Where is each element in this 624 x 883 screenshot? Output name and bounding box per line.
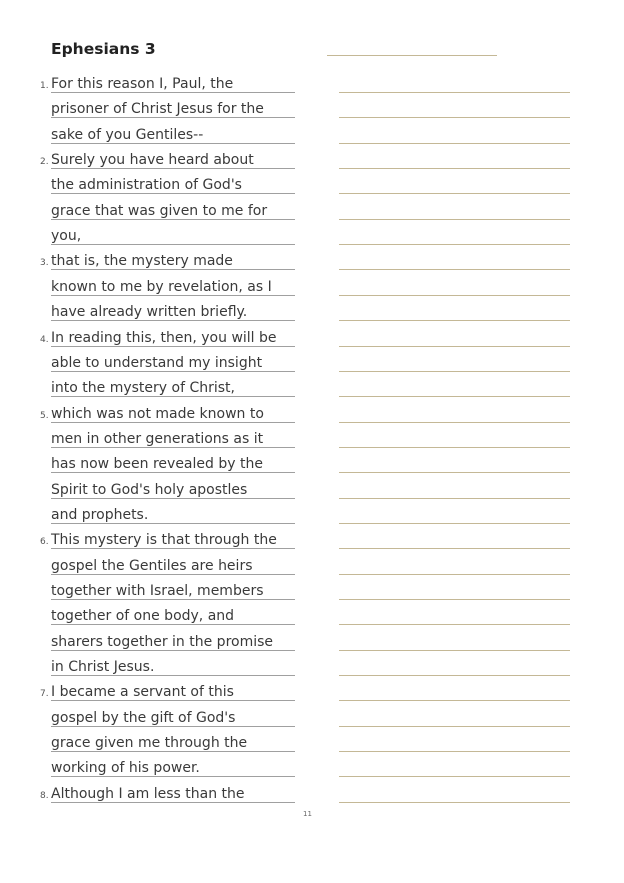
verse-text-line: known to me by revelation, as I	[51, 278, 272, 295]
verse-text-line: that is, the mystery made	[51, 253, 233, 270]
writing-line[interactable]	[339, 396, 570, 397]
verse-underline	[51, 650, 295, 651]
verse-number: 7.	[40, 689, 49, 700]
writing-line[interactable]	[339, 269, 570, 270]
writing-line[interactable]	[339, 295, 570, 296]
verse-underline	[51, 117, 295, 118]
verse-text-line: gospel by the gift of God's	[51, 709, 236, 726]
verse-underline	[51, 548, 295, 549]
verse-text-line: working of his power.	[51, 760, 200, 777]
writing-line[interactable]	[339, 143, 570, 144]
writing-line[interactable]	[339, 92, 570, 93]
writing-line[interactable]	[339, 675, 570, 676]
verse-underline	[51, 700, 295, 701]
writing-line[interactable]	[339, 574, 570, 575]
verse-underline	[51, 675, 295, 676]
verse-text-line: has now been revealed by the	[51, 456, 263, 473]
writing-line[interactable]	[339, 447, 570, 448]
verse-underline	[51, 219, 295, 220]
verse-underline	[51, 269, 295, 270]
verse-underline	[51, 244, 295, 245]
writing-line[interactable]	[339, 726, 570, 727]
verse-underline	[51, 447, 295, 448]
writing-line[interactable]	[339, 219, 570, 220]
verse-text-line: sake of you Gentiles--	[51, 126, 204, 143]
writing-line[interactable]	[339, 548, 570, 549]
verse-underline	[51, 396, 295, 397]
verse-text-line: Although I am less than the	[51, 785, 245, 802]
verse-text-line: which was not made known to	[51, 405, 264, 422]
verse-underline	[51, 751, 295, 752]
writing-line[interactable]	[339, 776, 570, 777]
writing-line[interactable]	[339, 320, 570, 321]
writing-line[interactable]	[339, 346, 570, 347]
verse-underline	[51, 523, 295, 524]
verse-text-line: grace given me through the	[51, 735, 248, 752]
writing-line[interactable]	[339, 624, 570, 625]
verse-underline	[51, 371, 295, 372]
verse-number: 5.	[40, 410, 49, 421]
verse-text-line: into the mystery of Christ,	[51, 380, 235, 397]
writing-line[interactable]	[339, 472, 570, 473]
verse-text-line: in Christ Jesus.	[51, 659, 155, 676]
writing-line[interactable]	[339, 371, 570, 372]
verse-text-line: This mystery is that through the	[51, 532, 277, 549]
verse-text-line: and prophets.	[51, 506, 149, 523]
verse-number: 8.	[40, 790, 49, 801]
writing-line[interactable]	[339, 193, 570, 194]
verse-underline	[51, 498, 295, 499]
verse-text-line: grace that was given to me for	[51, 202, 268, 219]
page-number: 11	[303, 810, 312, 818]
writing-line[interactable]	[339, 802, 570, 803]
writing-line[interactable]	[339, 650, 570, 651]
verse-text-line: the administration of God's	[51, 177, 242, 194]
verse-underline	[51, 295, 295, 296]
verse-text-line: prisoner of Christ Jesus for the	[51, 101, 264, 118]
verse-text-line: able to understand my insight	[51, 354, 263, 371]
verse-text-line: have already written briefly.	[51, 304, 248, 321]
writing-line[interactable]	[339, 523, 570, 524]
verse-text-line: men in other generations as it	[51, 430, 264, 447]
writing-line[interactable]	[339, 244, 570, 245]
verse-underline	[51, 320, 295, 321]
verse-underline	[51, 168, 295, 169]
verse-number: 1.	[40, 81, 49, 91]
verse-text-line: together of one body, and	[51, 608, 235, 625]
title-writing-line	[327, 55, 497, 56]
verse-underline	[51, 802, 295, 803]
verse-underline	[51, 599, 295, 600]
verse-text-line: together with Israel, members	[51, 583, 264, 599]
verse-underline	[51, 193, 295, 194]
verse-number: 6.	[40, 537, 49, 548]
verse-number: 3.	[40, 258, 49, 269]
writing-line[interactable]	[339, 168, 570, 169]
verse-text-line: Surely you have heard about	[51, 152, 254, 169]
verse-number: 4.	[40, 334, 49, 345]
verse-text-line: In reading this, then, you will be	[51, 329, 277, 346]
verse-underline	[51, 624, 295, 625]
verse-text-line: sharers together in the promise	[51, 633, 274, 650]
page-title: Ephesians 3	[51, 40, 156, 58]
verse-underline	[51, 776, 295, 777]
writing-line[interactable]	[339, 751, 570, 752]
writing-line[interactable]	[339, 599, 570, 600]
verse-underline	[51, 726, 295, 727]
verse-text-line: For this reason I, Paul, the	[51, 76, 234, 92]
verse-text-line: I became a servant of this	[51, 684, 234, 701]
writing-line[interactable]	[339, 498, 570, 499]
verse-underline	[51, 574, 295, 575]
verse-underline	[51, 346, 295, 347]
verse-underline	[51, 472, 295, 473]
writing-line[interactable]	[339, 422, 570, 423]
verse-text-line: Spirit to God's holy apostles	[51, 481, 248, 498]
verse-text-line: gospel the Gentiles are heirs	[51, 557, 253, 574]
writing-line[interactable]	[339, 700, 570, 701]
verse-underline	[51, 92, 295, 93]
verse-underline	[51, 422, 295, 423]
verse-text-line: you,	[51, 228, 82, 245]
verse-underline	[51, 143, 295, 144]
verse-number: 2.	[40, 157, 49, 168]
writing-line[interactable]	[339, 117, 570, 118]
